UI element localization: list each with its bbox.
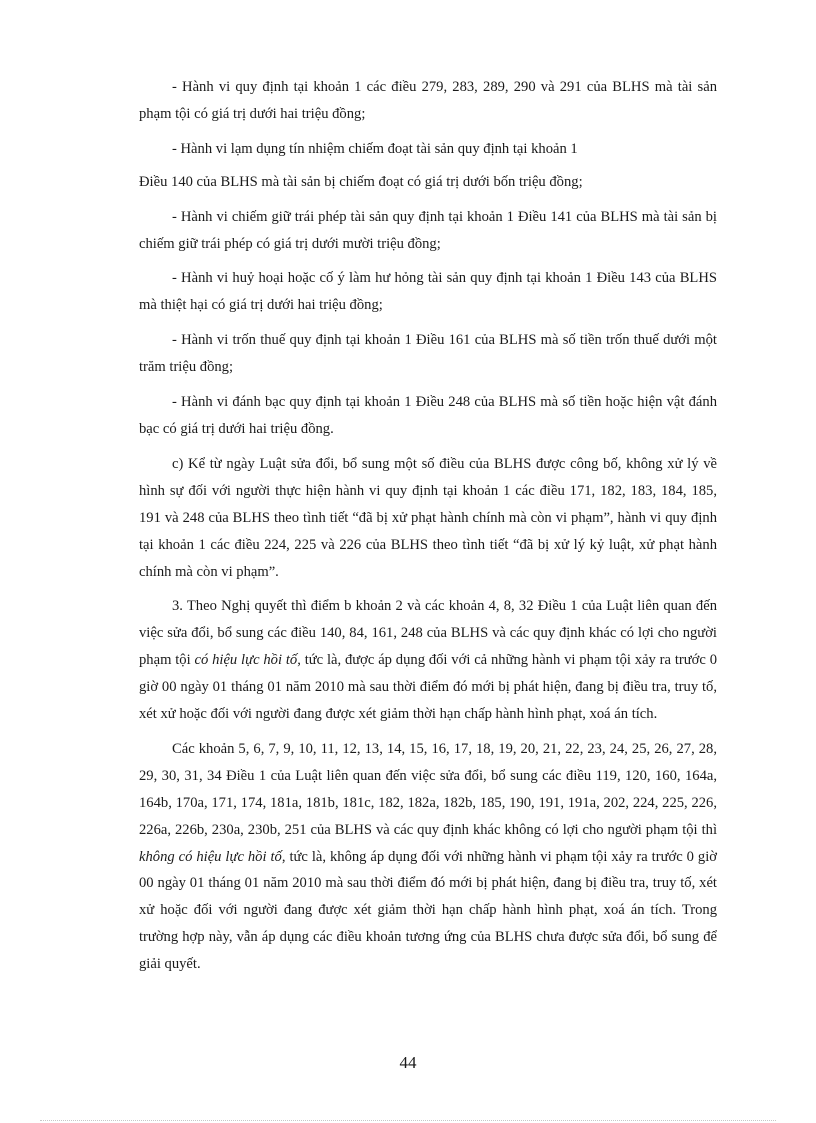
paragraph-article-248: - Hành vi đánh bạc quy định tại khoản 1 Điều 248 của BLHS mà số tiền hoặc hiện vật đánh bạc có giá trị dưới hai triệu đồng. xyxy=(139,394,717,437)
paragraph-section-3 xyxy=(139,593,717,728)
paragraph-point-c: c) Kể từ ngày Luật sửa đổi, bổ sung một số điều của BLHS được công bố, không xử lý về hình sự đối với người thực hiện hành vi quy định tại khoản 1 các điều 171, 182, 183, 184, 185, 191 và 248 của BLHS theo tình tiết “đã bị xử phạt hành chính mà còn vi phạm”, hành vi quy định tại khoản 1 các điều 224, 225 và 226 của BLHS theo tình tiết “đã bị xử lý kỷ luật, xử phạt hành chính mà còn vi phạm”. xyxy=(139,455,717,580)
body-text xyxy=(139,74,717,986)
non-retroactive-emphasis: không có hiệu lực hồi tố xyxy=(139,848,282,865)
page-bottom-divider xyxy=(40,1120,776,1121)
non-retroactive-text-end: , tức là, không áp dụng đối với những hành vi phạm tội xảy ra trước 0 giờ 00 ngày 01 tháng 01 năm 2010 mà sau thời điểm đó mới bị phát hiện, đang bị điều tra, truy tố, xét xử hoặc đối với người đang được xét giảm thời hạn chấp hành hình phạt, xoá án tích. Trong trường hợp này, vẫn áp dụng các điều khoản tương ứng của BLHS chưa được sửa đổi, bổ sung để giải quyết. xyxy=(139,848,717,973)
paragraph-article-143: - Hành vi huỷ hoại hoặc cố ý làm hư hỏng tài sản quy định tại khoản 1 Điều 143 của BLHS mà thiệt hại có giá trị dưới hai triệu đồng; xyxy=(139,270,717,314)
paragraph-non-retroactive xyxy=(139,736,717,978)
section-3-text-end: , tức là, được áp dụng đối với cả những hành vi phạm tội xảy ra trước 0 giờ 00 ngày 01 tháng 01 năm 2010 mà sau thời điểm đó mới bị phát hiện, đang bị điều tra, truy tố, xét xử hoặc đối với người đang được xét giảm thời hạn chấp hành hình phạt, xoá án tích. xyxy=(139,652,717,723)
section-3-text-start: 3. Theo Nghị quyết thì điểm b khoản 2 và các khoản 4, 8, 32 Điều 1 của Luật liên quan đến việc sửa đổi, bổ sung các điều 140, 84, 161, 248 của BLHS và các quy định khác có lợi cho người phạm tội xyxy=(139,598,717,669)
section-3-emphasis: có hiệu lực hồi tố xyxy=(194,652,298,669)
paragraph-article-161: - Hành vi trốn thuế quy định tại khoản 1 Điều 161 của BLHS mà số tiền trốn thuế dưới một trăm triệu đồng; xyxy=(139,332,717,376)
paragraph-abuse-of-trust: - Hành vi lạm dụng tín nhiệm chiếm đoạt tài sản quy định tại khoản 1 xyxy=(172,140,578,157)
paragraph-article-140: Điều 140 của BLHS mà tài sản bị chiếm đoạt có giá trị dưới bốn triệu đồng; xyxy=(139,173,583,190)
page-number: 44 xyxy=(399,1053,417,1072)
paragraph-article-141: - Hành vi chiếm giữ trái phép tài sản quy định tại khoản 1 Điều 141 của BLHS mà tài sản bị chiếm giữ trái phép có giá trị dưới mười triệu đồng; xyxy=(139,208,717,252)
paragraph-theft-articles: - Hành vi quy định tại khoản 1 các điều 279, 283, 289, 290 và 291 của BLHS mà tài sản phạm tội có giá trị dưới hai triệu đồng; xyxy=(139,79,717,122)
non-retroactive-text-start: Các khoản 5, 6, 7, 9, 10, 11, 12, 13, 14, 15, 16, 17, 18, 19, 20, 21, 22, 23, 24, 25, 26, 27, 28, 29, 30, 31, 34 Điều 1 của Luật liên quan đến việc sửa đổi, bổ sung các điều 119, 120, 160, 164a, 164b, 170a, 171, 174, 181a, 181b, 181c, 182, 182a, 182b, 185, 190, 191, 191a, 202, 224, 225, 226, 226a, 226b, 230a, 230b, 251 của BLHS và các quy định khác không có lợi cho người phạm tội thì xyxy=(139,740,717,838)
